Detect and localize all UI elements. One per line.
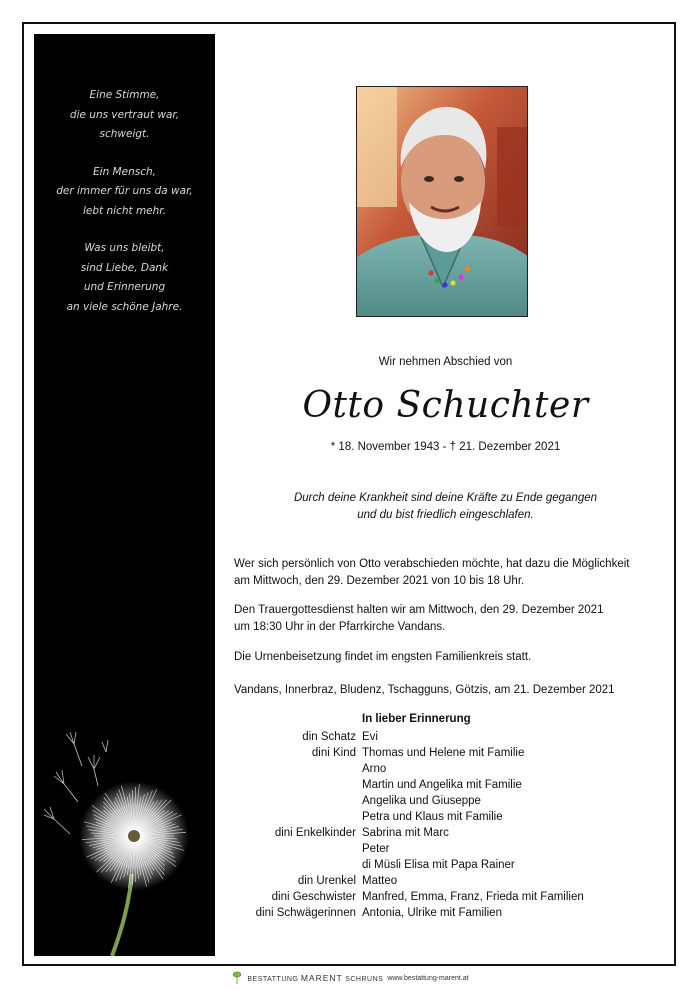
paragraph-line: Den Trauergottesdienst halten wir am Mittwoch, den 29. Dezember 2021 — [234, 604, 604, 616]
paragraph-line: um 18:30 Uhr in der Pfarrkirche Vandans. — [234, 621, 446, 633]
family-relation — [200, 793, 362, 809]
sidebar — [34, 34, 215, 956]
poem-line: der immer für uns da war, — [56, 185, 193, 197]
family-list — [200, 729, 584, 921]
quote-line: Durch deine Krankheit sind deine Kräfte zu Ende gegangen — [293, 492, 598, 504]
family-member: Angelika und Giuseppe — [362, 795, 481, 807]
dandelion-image — [34, 674, 215, 956]
poem-stanza — [34, 86, 215, 145]
paragraph-line: Die Urnenbeisetzung findet im engsten Familienkreis statt. — [234, 651, 532, 663]
family-member: Thomas und Helene mit Familie — [362, 747, 525, 759]
family-row — [200, 905, 584, 921]
brand-prefix: BESTATTUNG — [247, 976, 299, 983]
family-member: Peter — [362, 843, 390, 855]
paragraph-line: Wer sich persönlich von Otto verabschieden möchte, hat dazu die Möglichkeit — [234, 558, 630, 570]
family-relation: dini Enkelkinder — [274, 827, 356, 839]
brand-name: MARENT — [300, 973, 343, 983]
family-relation: dini Geschwister — [271, 891, 356, 903]
family-row — [200, 825, 584, 841]
paragraph-line: am Mittwoch, den 29. Dezember 2021 von 10 bis 18 Uhr. — [234, 575, 525, 587]
poem-line: und Erinnerung — [83, 281, 166, 293]
memory-title: In lieber Erinnerung — [362, 713, 471, 725]
family-row — [200, 793, 584, 809]
family-relation — [200, 777, 362, 793]
family-relation — [200, 857, 362, 873]
footer-website[interactable]: www.bestattung-marent.at — [387, 974, 469, 982]
family-member: Antonia, Ulrike mit Familien — [362, 907, 502, 919]
family-row — [200, 857, 584, 873]
family-member: Petra und Klaus mit Familie — [362, 811, 503, 823]
family-row — [200, 745, 584, 761]
burial-paragraph — [234, 649, 664, 666]
brand-location: SCHRUNS — [345, 976, 384, 983]
footer-brand — [247, 973, 383, 983]
family-member: Matteo — [362, 875, 398, 887]
family-member: Martin und Angelika mit Familie — [362, 779, 522, 791]
poem-stanza — [34, 239, 215, 317]
poem-line: Ein Mensch, — [93, 165, 156, 178]
portrait-photo — [356, 86, 528, 317]
family-member: Manfred, Emma, Franz, Frieda mit Familien — [362, 891, 584, 903]
quote-line: und du bist friedlich eingeschlafen. — [357, 509, 534, 521]
family-row — [200, 729, 584, 745]
intro-text: Wir nehmen Abschied von — [378, 356, 513, 368]
family-relation: dini Kind — [311, 747, 356, 759]
poem-line: schweigt. — [99, 128, 150, 140]
family-relation: din Urenkel — [297, 875, 356, 887]
poem-line: Was uns bleibt, — [84, 242, 165, 254]
poem-stanza — [34, 163, 215, 222]
deceased-name: Otto Schuchter — [302, 385, 589, 426]
family-relation: dini Schwägerinnen — [255, 907, 356, 919]
poem-line: lebt nicht mehr. — [83, 204, 166, 217]
visitation-paragraph — [234, 556, 664, 590]
service-paragraph — [234, 602, 664, 636]
leaf-logo-icon — [231, 971, 243, 985]
poem — [34, 86, 215, 335]
family-row — [200, 873, 584, 889]
poem-line: die uns vertraut war, — [69, 108, 180, 121]
family-member: Sabrina mit Marc — [362, 827, 449, 839]
family-member: Evi — [362, 731, 378, 743]
family-relation: din Schatz — [302, 731, 356, 743]
family-relation — [200, 809, 362, 825]
family-relation — [200, 761, 362, 777]
footer — [0, 969, 700, 987]
family-row — [200, 777, 584, 793]
family-row — [200, 889, 584, 905]
poem-line: an viele schöne Jahre. — [66, 300, 183, 313]
poem-line: Eine Stimme, — [89, 89, 160, 101]
family-member: di Müsli Elisa mit Papa Rainer — [362, 859, 515, 871]
paragraph-line: Vandans, Innerbraz, Bludenz, Tschagguns, Götzis, am 21. Dezember 2021 — [234, 684, 615, 696]
family-row — [200, 841, 584, 857]
place-date-line — [234, 682, 664, 699]
family-member: Arno — [362, 763, 387, 775]
farewell-quote — [215, 490, 676, 524]
family-relation — [200, 841, 362, 857]
family-row — [200, 809, 584, 825]
life-dates: * 18. November 1943 - † 21. Dezember 2021 — [330, 441, 561, 453]
family-row — [200, 761, 584, 777]
poem-line: sind Liebe, Dank — [80, 261, 169, 274]
